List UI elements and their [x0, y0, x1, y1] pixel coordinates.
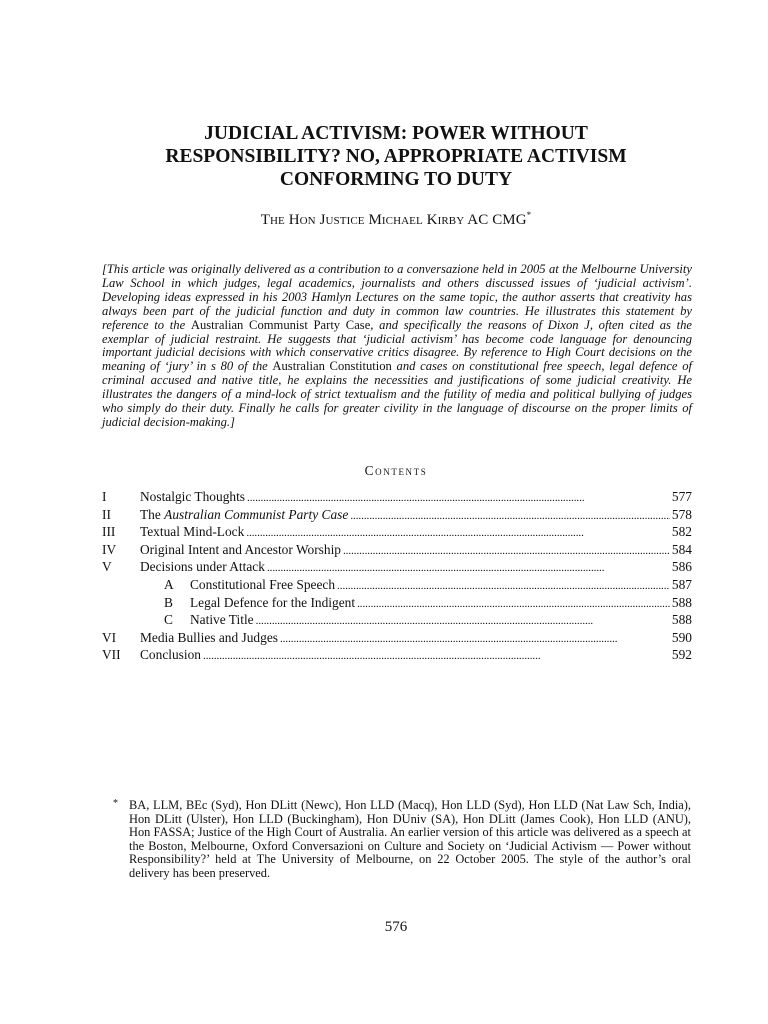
- toc-entry: [102, 612, 692, 630]
- toc-leader-dots: [203, 647, 670, 665]
- toc-entry: [102, 507, 692, 525]
- toc-entry-title-text: Conclusion: [140, 647, 202, 663]
- toc-entry-number: VII: [102, 647, 121, 663]
- toc-leader-dots: [256, 612, 670, 630]
- toc-entry-page: 588: [671, 594, 692, 610]
- toc-entry-title: [190, 612, 254, 628]
- toc-entry-page: 590: [671, 629, 692, 645]
- toc-entry-title-text: Decisions under Attack: [140, 559, 265, 575]
- toc-entry: [102, 489, 692, 507]
- footnote: [113, 799, 691, 881]
- toc-entry-title-text: Constitutional Free Speech: [190, 576, 336, 592]
- title-line: JUDICIAL ACTIVISM: POWER WITHOUT: [204, 123, 588, 144]
- toc-entry-page: 588: [671, 612, 692, 628]
- toc-entry-number: V: [102, 559, 112, 575]
- footnote-text: BA, LLM, BEc (Syd), Hon DLitt (Newc), Hon LLD (Macq), Hon LLD (Syd), Hon LLD (Nat Law Sch, India), Hon DLitt (Ulster), Hon LLD (Buckingham), Hon DUniv (SA), Hon DLitt (James Cook), Hon LLD (ANU), Hon FASSA; Justice of the High Court of Australia. An earlier version of this article was delivered as a speech at the Boston, Melbourne, Oxford Conversazioni on Culture and Society on ‘Judicial Activism — Power without Responsibility?’ held at The University of Melbourne, on 22 October 2005. The style of the author’s oral delivery has been preserved.: [129, 798, 691, 880]
- toc-entry-number: II: [102, 506, 111, 522]
- toc-entry-letter: C: [164, 612, 173, 628]
- abstract-case-name: Australian Communist Party Case: [190, 317, 371, 332]
- toc-entry-number: IV: [102, 541, 117, 557]
- toc-entry-title-text: Native Title: [190, 612, 254, 628]
- toc-entry-number: VI: [102, 629, 117, 645]
- abstract-text: and cases on constitutional free speech, legal defence of criminal accused and native title, he explains the necessities and justifications of some judicial creativity. He illustrates the dangers of a mind-lock of strict textualism and the futility of media and political bullying of judges who simply do their duty. Finally he calls for greater civility in the language of discourse on the proper limits of judicial decision-making.]: [102, 359, 692, 429]
- toc-entry: [102, 559, 692, 577]
- abstract-statute-name: Australian Constitution: [272, 359, 392, 374]
- toc-entry-title: [190, 577, 335, 593]
- contents-heading: Contents: [364, 463, 428, 478]
- abstract-text: [This article was originally delivered as a contribution to a conversazione held in 2005 at the Melbourne University Law School in which judges, legal academics, journalists and others discussed issues of ‘judicial activism’. Developing ideas expressed in his 2003 Hamlyn Lectures on the same topic, the author asserts that creativity has always been part of the judicial function and duty in common law countries. He illustrates this statement by reference to the: [102, 262, 692, 332]
- toc-entry: [102, 595, 692, 613]
- toc-entry-page: 592: [671, 647, 692, 663]
- toc-entry-title: [140, 630, 278, 646]
- toc-entry: [102, 524, 692, 542]
- toc-entry-title-text: Textual Mind-Lock: [140, 524, 245, 540]
- toc-entry: [102, 542, 692, 560]
- toc-entry: [102, 577, 692, 595]
- toc-entry-page: 587: [671, 576, 692, 592]
- toc-leader-dots: [337, 577, 670, 595]
- toc-entry-title-text: Legal Defence for the Indigent: [190, 594, 356, 610]
- toc-entry-title: [140, 489, 245, 505]
- toc-entry-title-text: Original Intent and Ancestor Worship: [140, 541, 341, 557]
- abstract-text: , and specifically the reasons of Dixon J, often cited as the exemplar of judicial restraint. He suggests that ‘judicial activism’ has become code language for denouncing important judicial decisions with which conservative critics disagree. By reference to High Court decisions on the meaning of ‘jury’ in s 80 of the: [102, 317, 693, 374]
- toc-leader-dots: [247, 489, 670, 507]
- toc-entry: [102, 630, 692, 648]
- author-footnote-mark: *: [526, 210, 532, 220]
- toc-entry-number: I: [102, 489, 107, 504]
- toc-entry-title: [140, 524, 244, 540]
- author-line: [100, 210, 692, 229]
- toc-leader-dots: [246, 524, 670, 542]
- table-of-contents: [102, 489, 692, 665]
- toc-entry-title: [140, 507, 348, 523]
- toc-leader-dots: [267, 559, 670, 577]
- article-title: [100, 122, 692, 191]
- author-name: The Hon Justice Michael Kirby AC CMG: [260, 212, 527, 228]
- title-line: RESPONSIBILITY? NO, APPROPRIATE ACTIVISM: [165, 146, 627, 167]
- toc-entry-letter: A: [164, 576, 174, 592]
- toc-entry-title-text: Media Bullies and Judges: [140, 629, 278, 645]
- page-number: 576: [384, 919, 408, 935]
- toc-entry: [102, 647, 692, 665]
- toc-entry-title-text: The: [140, 506, 165, 522]
- toc-entry-title-text: Nostalgic Thoughts: [140, 489, 246, 504]
- toc-entry-title: [140, 559, 265, 575]
- toc-entry-page: 577: [671, 489, 692, 504]
- title-line: CONFORMING TO DUTY: [279, 169, 513, 190]
- toc-entry-letter: B: [164, 594, 173, 610]
- toc-entry-page: 578: [671, 506, 692, 522]
- toc-entry-page: 582: [671, 524, 692, 540]
- toc-leader-dots: [357, 595, 670, 613]
- toc-leader-dots: [343, 542, 670, 560]
- abstract: [102, 263, 692, 430]
- toc-entry-page: 584: [671, 541, 692, 557]
- toc-entry-page: 586: [671, 559, 692, 575]
- footnote-mark: *: [113, 798, 118, 809]
- toc-entry-number: III: [102, 524, 116, 540]
- toc-leader-dots: [350, 507, 670, 525]
- toc-entry-title: [190, 595, 355, 611]
- toc-entry-title-italic: Australian Communist Party Case: [164, 506, 349, 522]
- toc-leader-dots: [280, 630, 670, 648]
- toc-entry-title: [140, 542, 341, 558]
- toc-entry-title: [140, 647, 201, 663]
